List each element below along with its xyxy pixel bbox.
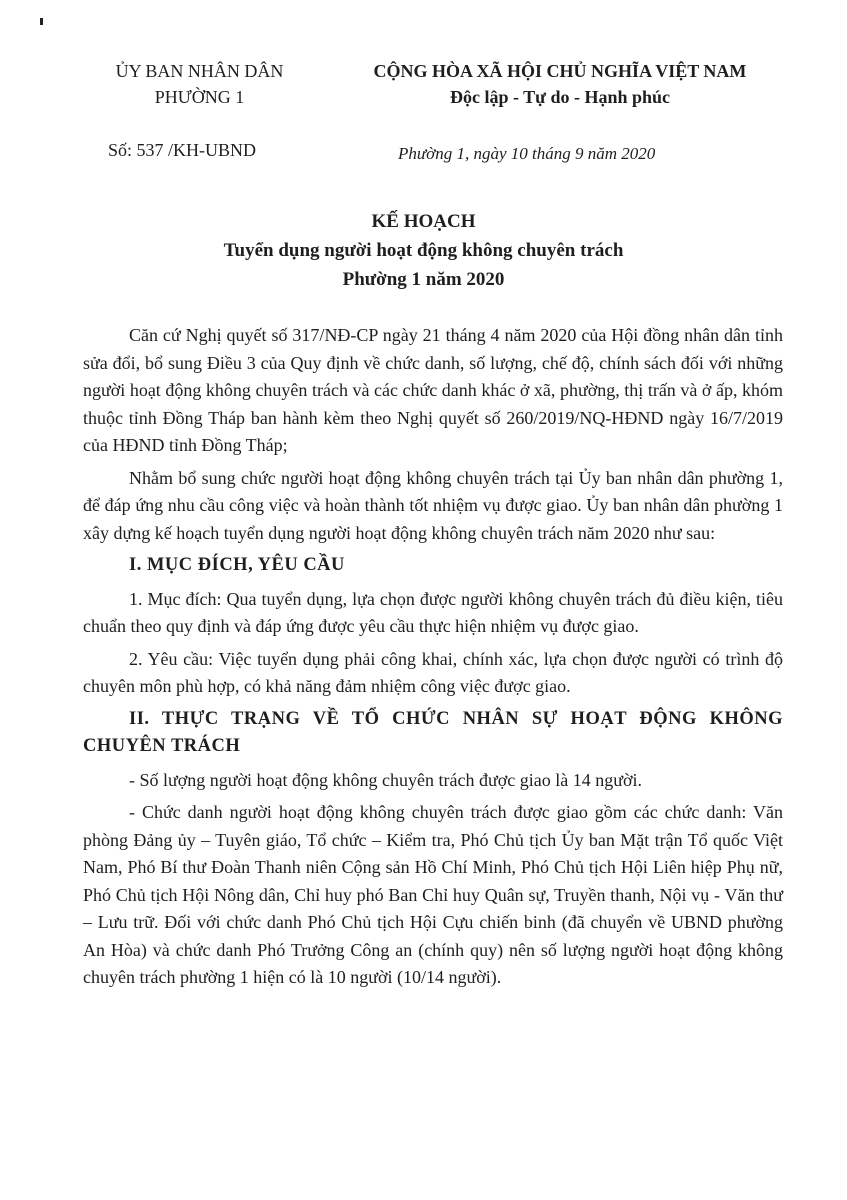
- paragraph-staff-count: - Số lượng người hoạt động không chuyên trách được giao là 14 người.: [129, 769, 643, 790]
- document-body: [83, 322, 783, 997]
- national-motto: Độc lập - Tự do - Hạnh phúc: [449, 87, 671, 107]
- paragraph-objective: 1. Mục đích: Qua tuyển dụng, lựa chọn được người không chuyên trách đủ điều kiện, tiêu chuẩn theo quy định và đáp ứng được yêu cầu thực hiện nhiệm vụ được giao.: [83, 588, 783, 636]
- document-number: Số: 537 /KH-UBND: [108, 140, 257, 160]
- national-header: [340, 58, 780, 110]
- issuing-agency: [92, 58, 307, 110]
- place-date: Phường 1, ngày 10 tháng 9 năm 2020: [398, 144, 656, 163]
- title-sub-1: Tuyển dụng người hoạt động không chuyên trách: [223, 240, 624, 261]
- section-heading-1: I. MỤC ĐÍCH, YÊU CẦU: [129, 555, 345, 575]
- section-heading-2: II. THỰC TRẠNG VỀ TỔ CHỨC NHÂN SỰ HOẠT ĐỘNG KHÔNG CHUYÊN TRÁCH: [83, 708, 783, 756]
- agency-line-2: PHƯỜNG 1: [154, 87, 245, 107]
- country-name: CỘNG HÒA XÃ HỘI CHỦ NGHĨA VIỆT NAM: [373, 61, 747, 81]
- agency-line-1: ỦY BAN NHÂN DÂN: [115, 61, 284, 81]
- paragraph-legal-basis: Căn cứ Nghị quyết số 317/NĐ-CP ngày 21 tháng 4 năm 2020 của Hội đồng nhân dân tỉnh sửa đổi, bổ sung Điều 3 của Quy định về chức danh, số lượng, chế độ, chính sách đối với những người hoạt động không chuyên trách và các chức danh khác ở xã, phường, thị trấn và ở ấp, khóm thuộc tỉnh Đồng Tháp ban hành kèm theo Nghị quyết số 260/2019/NQ-HĐND ngày 16/7/2019 của HĐND tỉnh Đồng Tháp;: [83, 325, 783, 455]
- scan-speck: [40, 18, 43, 25]
- paragraph-purpose-intro: Nhằm bổ sung chức người hoạt động không chuyên trách tại Ủy ban nhân dân phường 1, để đáp ứng nhu cầu công việc và hoàn thành tốt nhiệm vụ được giao. Ủy ban nhân dân phường 1 xây dựng kế hoạch tuyển dụng người hoạt động không chuyên trách năm 2020 như sau:: [83, 467, 783, 543]
- document-title: [0, 207, 847, 294]
- title-main: KẾ HOẠCH: [371, 211, 476, 232]
- paragraph-requirement: 2. Yêu cầu: Việc tuyển dụng phải công khai, chính xác, lựa chọn được người có trình độ chuyên môn phù hợp, có khả năng đảm nhiệm công việc được giao.: [83, 648, 783, 696]
- paragraph-staff-titles: - Chức danh người hoạt động không chuyên trách được giao gồm các chức danh: Văn phòng Đảng ủy – Tuyên giáo, Tổ chức – Kiểm tra, Phó Chủ tịch Ủy ban Mặt trận Tổ quốc Việt Nam, Phó Bí thư Đoàn Thanh niên Cộng sản Hồ Chí Minh, Phó Chủ tịch Hội Liên hiệp Phụ nữ, Phó Chủ tịch Hội Nông dân, Chỉ huy phó Ban Chỉ huy Quân sự, Truyền thanh, Nội vụ - Văn thư – Lưu trữ. Đối với chức danh Phó Chủ tịch Hội Cựu chiến binh (đã chuyển về UBND phường An Hòa) và chức danh Phó Trưởng Công an (chính quy) nên số lượng người hoạt động không chuyên trách phường 1 hiện có là 10 người (10/14 người).: [83, 802, 783, 987]
- title-sub-2: Phường 1 năm 2020: [342, 269, 505, 290]
